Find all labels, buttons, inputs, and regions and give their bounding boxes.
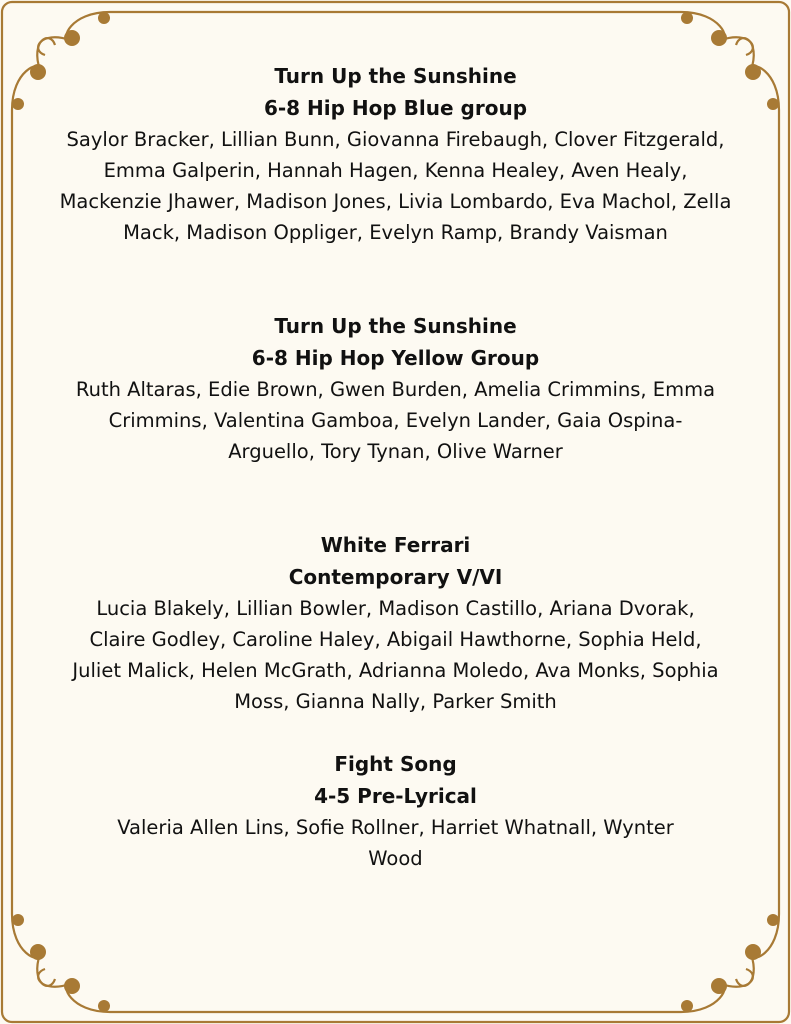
routine-group: Contemporary V/VI xyxy=(288,565,503,589)
routine-section xyxy=(50,748,741,874)
routine-title: Turn Up the Sunshine xyxy=(274,64,517,88)
dancer-list: Valeria Allen Lins, Sofie Rollner, Harriet Whatnall, Wynter Wood xyxy=(117,816,674,870)
dancer-list: Ruth Altaras, Edie Brown, Gwen Burden, Amelia Crimmins, Emma Crimmins, Valentina Gamboa, Evelyn Lander, Gaia Ospina-Arguello, Tory Tynan, Olive Warner xyxy=(75,378,716,463)
routine-section xyxy=(50,529,741,717)
routine-title: Turn Up the Sunshine xyxy=(274,314,517,338)
routine-group: 6-8 Hip Hop Blue group xyxy=(263,96,528,120)
dancer-list: Saylor Bracker, Lillian Bunn, Giovanna Firebaugh, Clover Fitzgerald, Emma Galperin, Hannah Hagen, Kenna Healey, Aven Healy, Mackenzie Jhawer, Madison Jones, Livia Lombardo, Eva Machol, Zella Mack, Madison Oppliger, Evelyn Ramp, Brandy Vaisman xyxy=(59,128,732,244)
routine-section xyxy=(50,60,741,248)
routine-group: 4-5 Pre-Lyrical xyxy=(314,784,477,808)
routine-title: Fight Song xyxy=(334,752,457,776)
dancer-list: Lucia Blakely, Lillian Bowler, Madison Castillo, Ariana Dvorak, Claire Godley, Caroline Haley, Abigail Hawthorne, Sophia Held, Juliet Malick, Helen McGrath, Adrianna Moledo, Ava Monks, Sophia Moss, Gianna Nally, Parker Smith xyxy=(72,597,719,713)
routine-title: White Ferrari xyxy=(320,533,471,557)
corner-flourish-bottom-right xyxy=(681,914,779,1012)
program-content xyxy=(50,60,741,874)
routine-section xyxy=(50,310,741,467)
corner-flourish-bottom-left xyxy=(12,914,110,1012)
routine-group: 6-8 Hip Hop Yellow Group xyxy=(251,346,540,370)
